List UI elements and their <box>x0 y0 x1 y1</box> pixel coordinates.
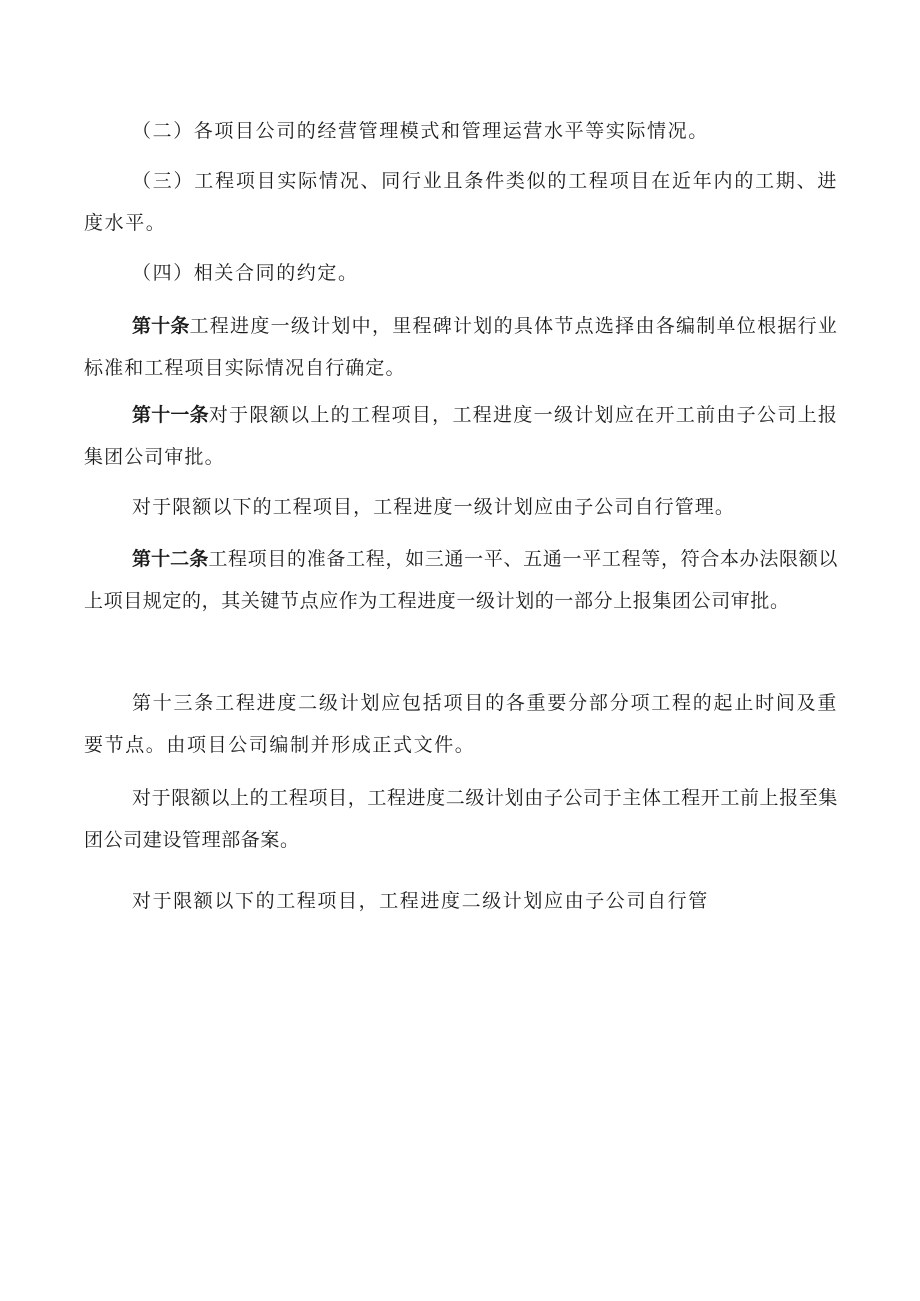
article-text: 第十三条工程进度二级计划应包括项目的各重要分部分项工程的起止时间及重要节点。由项目公司编制并形成正式文件。 <box>84 692 838 756</box>
paragraph-text: 对于限额以上的工程项目，工程进度二级计划由子公司于主体工程开工前上报至集团公司建设管理部备案。 <box>84 787 838 851</box>
paragraph-text: 对于限额以下的工程项目，工程进度二级计划应由子公司自行管 <box>132 890 709 912</box>
article-11 <box>84 394 838 478</box>
paragraph-text: （三）工程项目实际情况、同行业且条件类似的工程项目在近年内的工期、进度水平。 <box>84 170 838 234</box>
article-text: 工程进度一级计划中，里程碑计划的具体节点选择由各编制单位根据行业标准和工程项目实际情况自行确定。 <box>84 315 838 379</box>
paragraph-limit-above-2 <box>84 777 838 861</box>
article-text: 对于限额以上的工程项目，工程进度一级计划应在开工前由子公司上报集团公司审批。 <box>84 404 838 468</box>
paragraph-text: 对于限额以下的工程项目，工程进度一级计划应由子公司自行管理。 <box>132 496 736 518</box>
paragraph-text: （二）各项目公司的经营管理模式和管理运营水平等实际情况。 <box>132 120 709 142</box>
paragraph-item-2 <box>84 110 838 152</box>
paragraph-limit-below-2 <box>84 880 838 922</box>
paragraph-item-4 <box>84 252 838 294</box>
article-13 <box>84 682 838 766</box>
article-number: 第十一条 <box>132 404 209 426</box>
article-12 <box>84 538 838 622</box>
paragraph-text: （四）相关合同的约定。 <box>132 262 359 284</box>
article-number: 第十二条 <box>132 548 209 570</box>
paragraph-limit-below-1 <box>84 486 838 528</box>
article-text: 工程项目的准备工程，如三通一平、五通一平工程等，符合本办法限额以上项目规定的，其关键节点应作为工程进度一级计划的一部分上报集团公司审批。 <box>84 548 838 612</box>
paragraph-item-3 <box>84 160 838 244</box>
article-number: 第十条 <box>132 315 190 337</box>
article-10 <box>84 305 838 389</box>
